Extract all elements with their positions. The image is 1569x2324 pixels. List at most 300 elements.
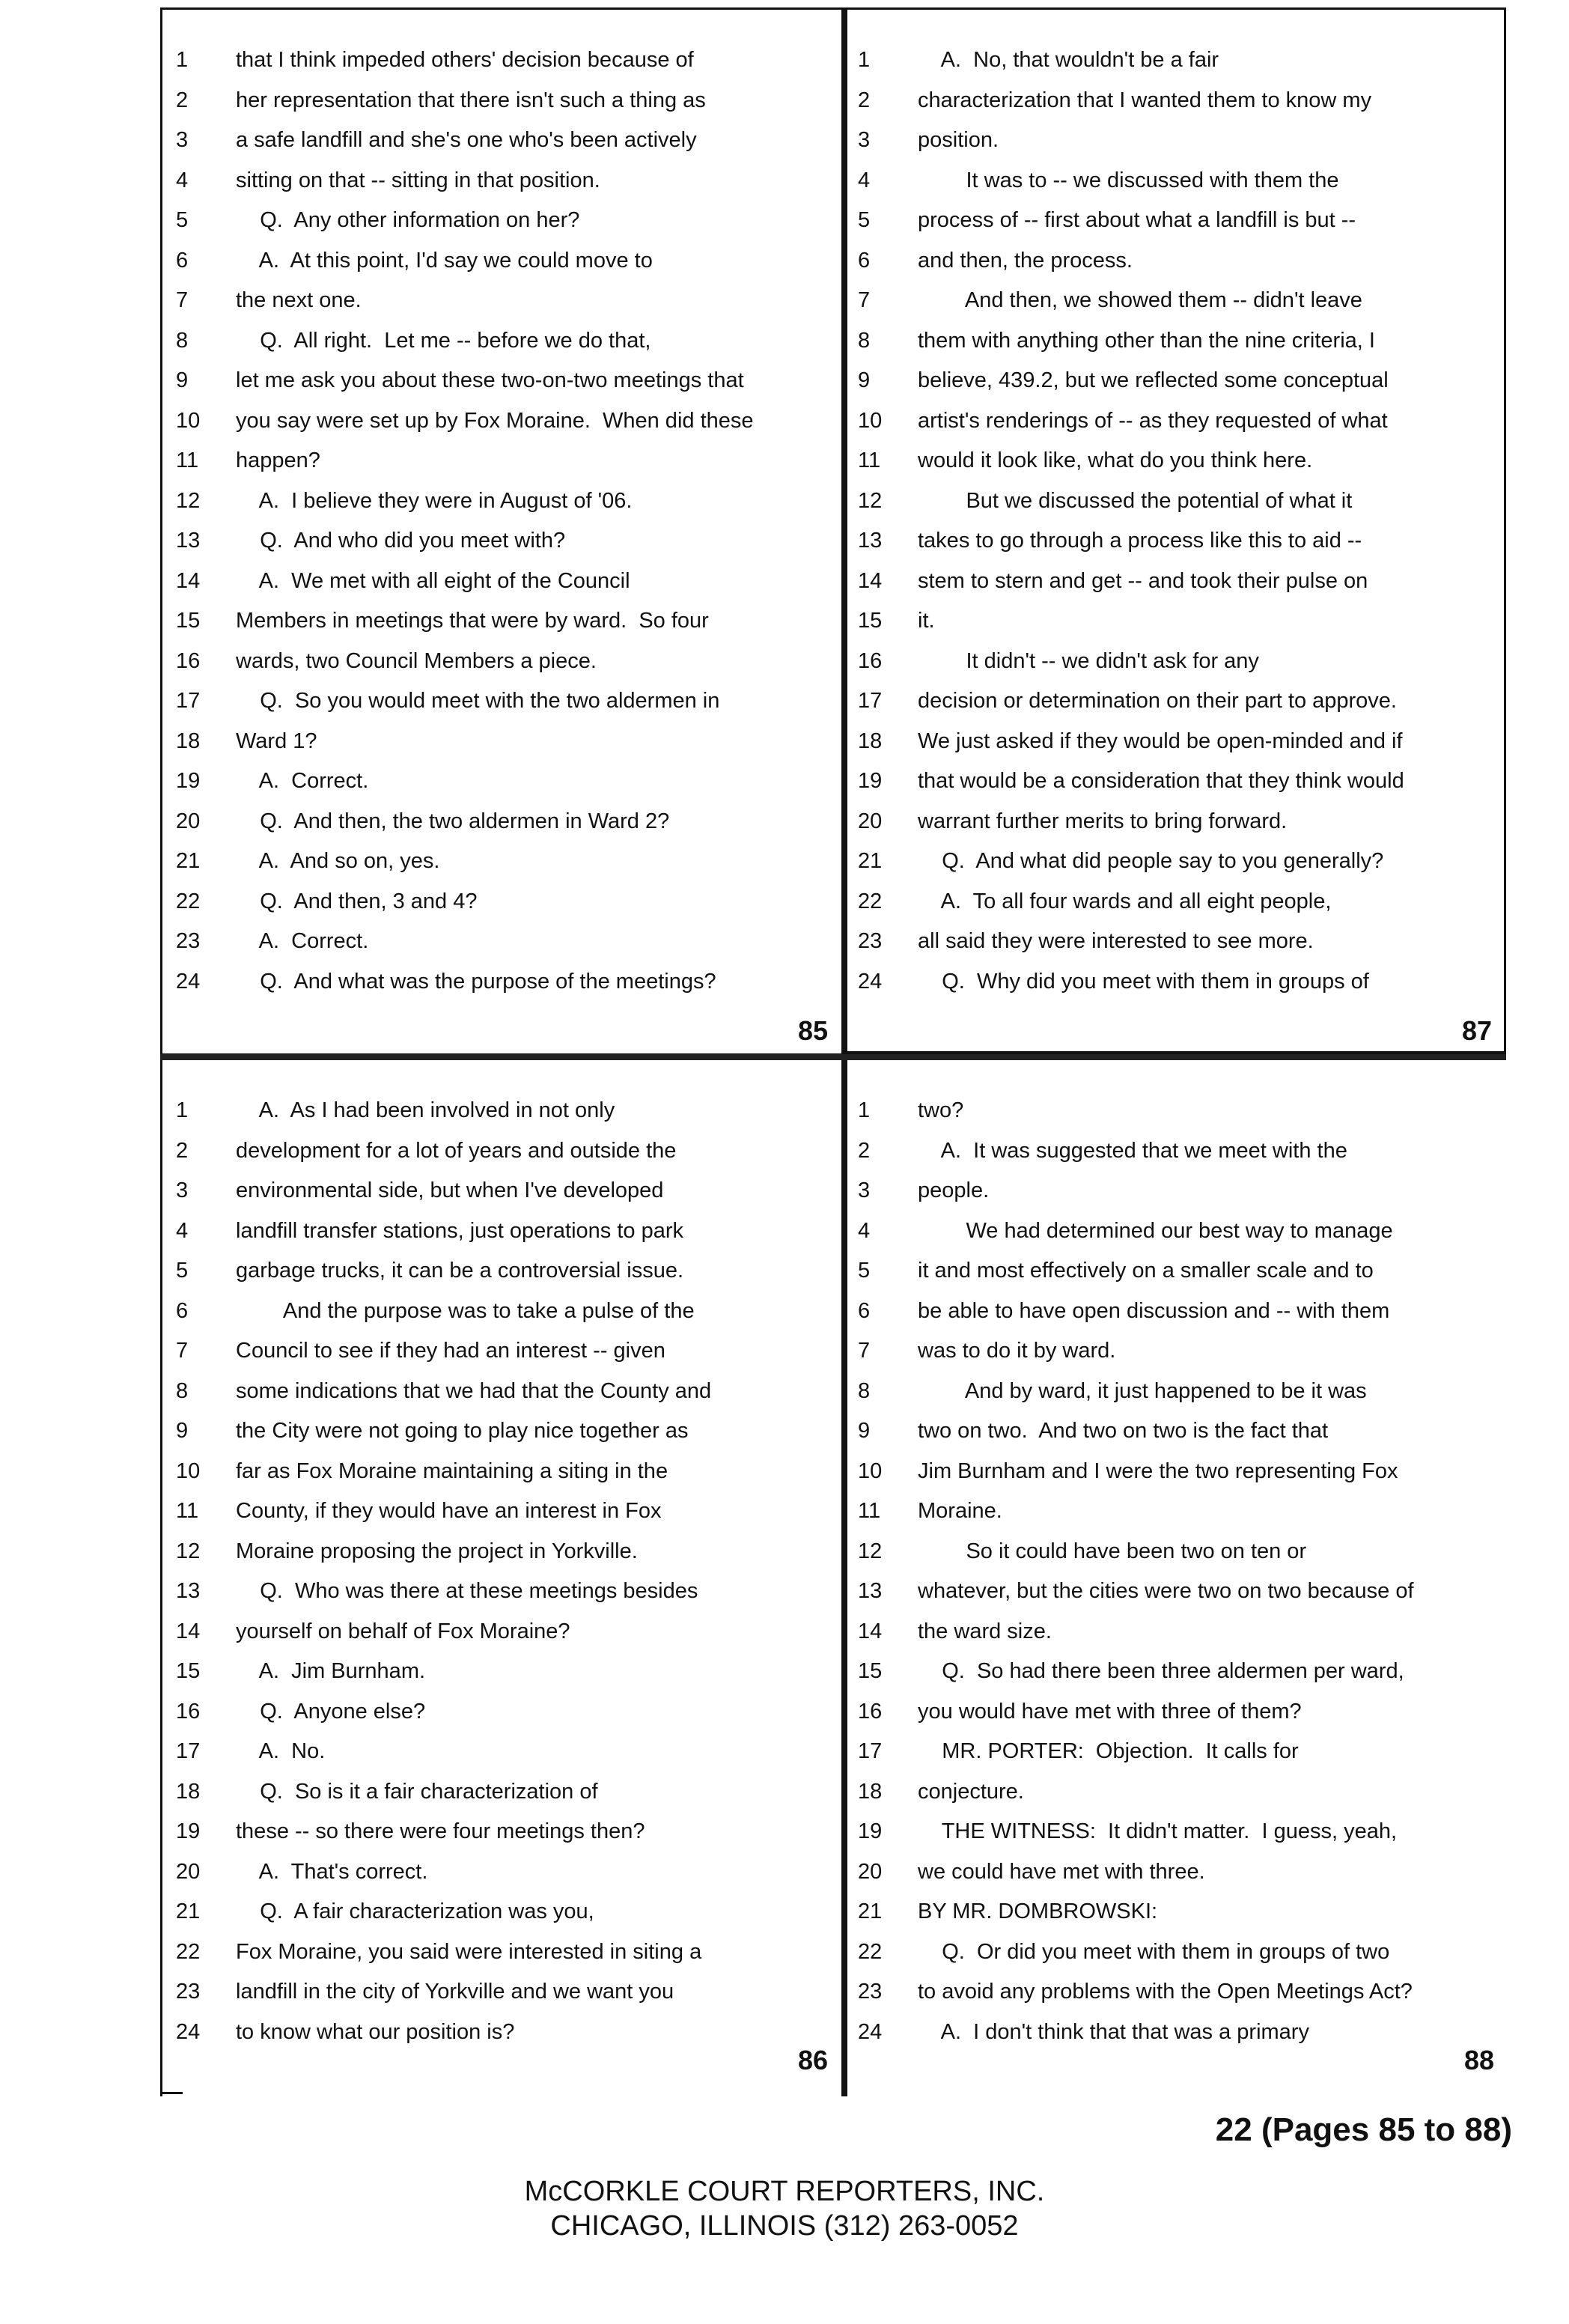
line-number: 12 <box>858 1539 883 1563</box>
line-number: 19 <box>176 769 201 793</box>
transcript-line <box>847 1699 1506 1739</box>
line-number: 12 <box>176 488 201 513</box>
transcript-line <box>847 408 1504 448</box>
line-number: 3 <box>858 128 871 152</box>
line-number: 1 <box>858 48 871 72</box>
transcript-line <box>162 47 841 88</box>
line-text: It was to -- we discussed with them the <box>918 168 1339 192</box>
line-number: 15 <box>858 609 883 633</box>
transcript-line <box>847 168 1504 208</box>
transcript-line <box>162 928 841 969</box>
reporter-footer <box>0 2174 1569 2243</box>
line-text: County, if they would have an interest in Fox <box>236 1499 662 1523</box>
line-number: 4 <box>858 1218 871 1243</box>
line-text: Q. All right. Let me -- before we do that, <box>236 328 651 353</box>
line-number: 17 <box>176 1739 201 1763</box>
transcript-line <box>162 127 841 168</box>
line-text: A. No. <box>236 1739 326 1763</box>
line-text: A. We met with all eight of the Council <box>236 568 630 593</box>
line-text: environmental side, but when I've developed <box>236 1178 664 1202</box>
transcript-line <box>162 768 841 809</box>
line-number: 11 <box>176 448 199 472</box>
transcript-line <box>847 1258 1506 1298</box>
line-text: We just asked if they would be open-minded and if <box>918 728 1403 753</box>
line-text: a safe landfill and she's one who's been actively <box>236 128 697 152</box>
line-text: two? <box>918 1098 964 1122</box>
line-number: 11 <box>858 1499 881 1523</box>
line-number: 9 <box>176 368 189 392</box>
transcript-line <box>847 1138 1506 1178</box>
transcript-line <box>162 1138 841 1178</box>
transcript-line <box>847 248 1504 288</box>
line-number: 3 <box>176 1178 189 1202</box>
line-text: A. Jim Burnham. <box>236 1659 426 1683</box>
line-text: Q. And then, the two aldermen in Ward 2? <box>236 809 670 833</box>
line-number: 19 <box>858 769 883 793</box>
transcript-line <box>847 1378 1506 1419</box>
line-text: that would be a consideration that they think would <box>918 769 1404 793</box>
transcript-line <box>162 1979 841 2019</box>
transcript-line <box>162 848 841 889</box>
line-number: 6 <box>858 1298 871 1323</box>
line-text: it. <box>918 609 935 633</box>
line-text: whatever, but the cities were two on two because of <box>918 1579 1414 1603</box>
line-text: sitting on that -- sitting in that position. <box>236 168 600 192</box>
transcript-page-88 <box>841 1060 1506 2096</box>
line-text: Q. Or did you meet with them in groups of two <box>918 1939 1390 1964</box>
transcript-line <box>847 1779 1506 1819</box>
line-number: 21 <box>858 849 883 873</box>
transcript-line <box>847 889 1504 929</box>
line-number: 8 <box>176 328 189 353</box>
line-number: 20 <box>176 809 201 833</box>
line-text: A. As I had been involved in not only <box>236 1098 615 1122</box>
transcript-line <box>847 648 1504 689</box>
horizontal-divider <box>160 1054 1506 1060</box>
line-text: takes to go through a process like this to aid -- <box>918 529 1362 553</box>
line-text: landfill transfer stations, just operations to park <box>236 1218 684 1243</box>
page-lines <box>162 1098 841 2059</box>
line-text: Ward 1? <box>236 728 317 753</box>
transcript-line <box>162 1178 841 1218</box>
transcript-line <box>162 1539 841 1579</box>
page-number: 88 <box>1463 2045 1494 2075</box>
page-number: 85 <box>797 1015 828 1046</box>
transcript-line <box>162 1298 841 1339</box>
line-text: to avoid any problems with the Open Meetings Act? <box>918 1980 1413 2004</box>
line-text: decision or determination on their part to approve. <box>918 689 1397 713</box>
line-text: happen? <box>236 448 320 472</box>
line-number: 24 <box>858 969 883 994</box>
pages-range-label: 22 (Pages 85 to 88) <box>1215 2111 1512 2148</box>
line-number: 16 <box>858 1699 883 1724</box>
transcript-line <box>162 1819 841 1859</box>
transcript-line <box>847 1739 1506 1779</box>
transcript-line <box>847 1899 1506 1939</box>
line-number: 23 <box>176 929 201 953</box>
transcript-line <box>162 1739 841 1779</box>
transcript-line <box>847 1939 1506 1980</box>
line-text: artist's renderings of -- as they requested of what <box>918 408 1388 433</box>
transcript-line <box>847 608 1504 648</box>
line-text: we could have met with three. <box>918 1859 1205 1884</box>
transcript-line <box>847 288 1504 328</box>
line-text: believe, 439.2, but we reflected some conceptual <box>918 368 1389 392</box>
line-text: that I think impeded others' decision because of <box>236 48 694 72</box>
line-text: was to do it by ward. <box>918 1339 1116 1363</box>
line-number: 16 <box>176 648 201 673</box>
line-number: 5 <box>858 1259 871 1283</box>
line-number: 20 <box>176 1859 201 1884</box>
transcript-line <box>162 1779 841 1819</box>
line-number: 8 <box>858 1378 871 1403</box>
transcript-line <box>162 1619 841 1659</box>
line-text: process of -- first about what a landfill is but -- <box>918 208 1356 232</box>
line-text: And by ward, it just happened to be it was <box>918 1378 1367 1403</box>
line-text: wards, two Council Members a piece. <box>236 648 597 673</box>
line-text: Q. So you would meet with the two aldermen in <box>236 689 720 713</box>
transcript-line <box>162 248 841 288</box>
transcript-line <box>162 1338 841 1378</box>
line-text: A. At this point, I'd say we could move to <box>236 248 653 273</box>
line-number: 17 <box>176 689 201 713</box>
line-number: 9 <box>858 1419 871 1443</box>
line-text: people. <box>918 1178 990 1202</box>
transcript-line <box>162 1218 841 1259</box>
line-number: 24 <box>176 969 201 994</box>
transcript-line <box>847 88 1504 128</box>
transcript-line <box>847 488 1504 529</box>
line-number: 4 <box>176 168 189 192</box>
line-text: Q. A fair characterization was you, <box>236 1899 594 1923</box>
line-number: 23 <box>858 1980 883 2004</box>
transcript-line <box>847 1418 1506 1458</box>
line-text: MR. PORTER: Objection. It calls for <box>918 1739 1299 1763</box>
line-text: the City were not going to play nice together as <box>236 1419 689 1443</box>
corner-mark <box>160 2092 183 2094</box>
line-number: 3 <box>858 1178 871 1202</box>
line-number: 4 <box>858 168 871 192</box>
transcript-line <box>847 1539 1506 1579</box>
line-number: 7 <box>858 288 871 312</box>
line-text: And the purpose was to take a pulse of the <box>236 1298 695 1323</box>
line-text: you would have met with three of them? <box>918 1699 1302 1724</box>
transcript-page-85 <box>160 7 841 1056</box>
line-text: and then, the process. <box>918 248 1133 273</box>
line-text: It didn't -- we didn't ask for any <box>918 648 1259 673</box>
transcript-line <box>162 1899 841 1939</box>
transcript-line <box>847 328 1504 368</box>
line-text: Moraine. <box>918 1499 1002 1523</box>
line-number: 11 <box>858 448 881 472</box>
line-number: 22 <box>176 889 201 913</box>
line-text: A. I believe they were in August of '06. <box>236 488 633 513</box>
page-lines <box>847 47 1504 1009</box>
line-text: A. To all four wards and all eight people, <box>918 889 1332 913</box>
transcript-line <box>162 1658 841 1699</box>
line-text: be able to have open discussion and -- with them <box>918 1298 1390 1323</box>
line-text: you say were set up by Fox Moraine. When did these <box>236 408 754 433</box>
transcript-line <box>847 1859 1506 1899</box>
line-number: 5 <box>858 208 871 232</box>
transcript-line <box>847 1218 1506 1259</box>
transcript-line <box>847 1458 1506 1499</box>
transcript-line <box>162 1098 841 1138</box>
line-text: Moraine proposing the project in Yorkville. <box>236 1539 638 1563</box>
line-number: 4 <box>176 1218 189 1243</box>
line-number: 10 <box>176 408 201 433</box>
transcript-line <box>162 1458 841 1499</box>
line-number: 24 <box>176 2019 201 2044</box>
line-number: 22 <box>858 889 883 913</box>
transcript-line <box>847 448 1504 488</box>
transcript-line <box>162 1258 841 1298</box>
transcript-line <box>162 328 841 368</box>
line-text: these -- so there were four meetings then? <box>236 1819 645 1843</box>
transcript-line <box>847 1498 1506 1539</box>
line-text: Fox Moraine, you said were interested in siting a <box>236 1939 702 1964</box>
line-number: 21 <box>176 849 201 873</box>
line-text: A. And so on, yes. <box>236 849 440 873</box>
line-text: to know what our position is? <box>236 2019 515 2044</box>
transcript-line <box>162 368 841 408</box>
transcript-line <box>847 528 1504 568</box>
transcript-line <box>162 2019 841 2060</box>
line-text: So it could have been two on ten or <box>918 1539 1307 1563</box>
transcript-line <box>162 88 841 128</box>
transcript-line <box>162 728 841 769</box>
line-number: 2 <box>176 88 189 112</box>
transcript-line <box>162 408 841 448</box>
transcript-line <box>847 1979 1506 2019</box>
line-number: 15 <box>858 1659 883 1683</box>
line-text: A. Correct. <box>236 929 369 953</box>
line-text: them with anything other than the nine criteria, I <box>918 328 1375 353</box>
line-number: 23 <box>858 929 883 953</box>
line-text: Q. And what did people say to you generally? <box>918 849 1384 873</box>
line-number: 23 <box>176 1980 201 2004</box>
transcript-line <box>162 488 841 529</box>
line-number: 19 <box>858 1819 883 1843</box>
line-number: 8 <box>858 328 871 353</box>
line-text: all said they were interested to see more. <box>918 929 1314 953</box>
transcript-page-87 <box>841 7 1506 1056</box>
transcript-line <box>162 168 841 208</box>
line-text: Council to see if they had an interest -- given <box>236 1339 665 1363</box>
line-text: conjecture. <box>918 1779 1024 1804</box>
line-text: Q. Anyone else? <box>236 1699 426 1724</box>
transcript-line <box>847 2019 1506 2060</box>
line-text: Q. Any other information on her? <box>236 208 580 232</box>
transcript-line <box>162 568 841 609</box>
line-number: 2 <box>858 88 871 112</box>
line-text: it and most effectively on a smaller scale and to <box>918 1259 1374 1283</box>
line-number: 17 <box>858 689 883 713</box>
line-number: 7 <box>858 1339 871 1363</box>
line-number: 2 <box>176 1138 189 1163</box>
line-text: Q. And then, 3 and 4? <box>236 889 478 913</box>
page-number: 87 <box>1461 1015 1492 1046</box>
line-text: the ward size. <box>918 1619 1052 1643</box>
transcript-line <box>847 1658 1506 1699</box>
footer-company: McCORKLE COURT REPORTERS, INC. <box>524 2176 1045 2207</box>
line-text: would it look like, what do you think here. <box>918 448 1313 472</box>
line-text: the next one. <box>236 288 362 312</box>
line-number: 22 <box>858 1939 883 1964</box>
page-lines <box>847 1098 1506 2059</box>
line-number: 5 <box>176 1259 189 1283</box>
line-text: characterization that I wanted them to know my <box>918 88 1372 112</box>
transcript-line <box>847 1338 1506 1378</box>
transcript-line <box>847 809 1504 849</box>
transcript-line <box>847 1098 1506 1138</box>
line-number: 10 <box>858 1458 883 1483</box>
transcript-page-86 <box>160 1060 841 2096</box>
transcript-line <box>162 1498 841 1539</box>
line-number: 18 <box>176 728 201 753</box>
transcript-line <box>162 207 841 248</box>
line-text: landfill in the city of Yorkville and we want you <box>236 1980 674 2004</box>
line-number: 10 <box>176 1458 201 1483</box>
line-text: two on two. And two on two is the fact that <box>918 1419 1329 1443</box>
transcript-line <box>162 528 841 568</box>
line-number: 7 <box>176 288 189 312</box>
line-number: 3 <box>176 128 189 152</box>
transcript-line <box>847 1578 1506 1619</box>
line-number: 16 <box>858 648 883 673</box>
line-text: A. It was suggested that we meet with the <box>918 1138 1347 1163</box>
transcript-line <box>847 1619 1506 1659</box>
line-text: And then, we showed them -- didn't leave <box>918 288 1362 312</box>
transcript-line <box>162 608 841 648</box>
line-text: development for a lot of years and outside the <box>236 1138 677 1163</box>
transcript-line <box>847 688 1504 728</box>
line-text: let me ask you about these two-on-two meetings that <box>236 368 744 392</box>
line-text: A. No, that wouldn't be a fair <box>918 48 1219 72</box>
line-text: Q. And who did you meet with? <box>236 529 566 553</box>
line-text: her representation that there isn't such a thing as <box>236 88 706 112</box>
line-number: 1 <box>176 1098 189 1122</box>
line-number: 8 <box>176 1378 189 1403</box>
transcript-line <box>847 368 1504 408</box>
transcript-line <box>847 1819 1506 1859</box>
line-text: BY MR. DOMBROWSKI: <box>918 1899 1158 1923</box>
line-number: 9 <box>858 368 871 392</box>
line-text: warrant further merits to bring forward. <box>918 809 1288 833</box>
line-number: 10 <box>858 408 883 433</box>
line-text: some indications that we had that the County and <box>236 1378 712 1403</box>
line-text: stem to stern and get -- and took their pulse on <box>918 568 1368 593</box>
line-number: 14 <box>858 568 883 593</box>
transcript-line <box>847 207 1504 248</box>
line-number: 15 <box>176 609 201 633</box>
line-text: position. <box>918 128 999 152</box>
page-lines <box>162 47 841 1009</box>
line-number: 9 <box>176 1419 189 1443</box>
transcript-line <box>847 728 1504 769</box>
line-number: 12 <box>858 488 883 513</box>
transcript-line <box>847 47 1504 88</box>
line-number: 15 <box>176 1659 201 1683</box>
line-text: A. I don't think that that was a primary <box>918 2019 1309 2044</box>
line-number: 20 <box>858 809 883 833</box>
line-text: Jim Burnham and I were the two representing Fox <box>918 1458 1398 1483</box>
line-text: THE WITNESS: It didn't matter. I guess, yeah, <box>918 1819 1398 1843</box>
transcript-line <box>162 809 841 849</box>
transcript-line <box>162 1578 841 1619</box>
line-number: 18 <box>858 1779 883 1804</box>
transcript-line <box>847 1298 1506 1339</box>
line-number: 22 <box>176 1939 201 1964</box>
line-number: 13 <box>176 1579 201 1603</box>
transcript-line <box>162 969 841 1009</box>
line-number: 11 <box>176 1499 199 1523</box>
line-number: 5 <box>176 208 189 232</box>
transcript-line <box>162 1418 841 1458</box>
line-number: 20 <box>858 1859 883 1884</box>
transcript-line <box>162 688 841 728</box>
line-text: Q. Who was there at these meetings besides <box>236 1579 698 1603</box>
line-number: 14 <box>176 1619 201 1643</box>
transcript-line <box>162 1939 841 1980</box>
transcript-line <box>847 1178 1506 1218</box>
line-text: Members in meetings that were by ward. So four <box>236 609 709 633</box>
transcript-line <box>847 928 1504 969</box>
line-number: 7 <box>176 1339 189 1363</box>
line-number: 13 <box>176 529 201 553</box>
page-number: 86 <box>797 2045 828 2075</box>
line-number: 6 <box>858 248 871 273</box>
footer-location-phone: CHICAGO, ILLINOIS (312) 263-0052 <box>550 2210 1019 2242</box>
line-text: garbage trucks, it can be a controversial issue. <box>236 1259 684 1283</box>
transcript-line <box>847 848 1504 889</box>
line-number: 2 <box>858 1138 871 1163</box>
line-number: 21 <box>176 1899 201 1923</box>
line-number: 12 <box>176 1539 201 1563</box>
line-number: 14 <box>176 568 201 593</box>
line-number: 17 <box>858 1739 883 1763</box>
transcript-line <box>847 768 1504 809</box>
line-text: A. Correct. <box>236 769 369 793</box>
line-text: A. That's correct. <box>236 1859 428 1884</box>
transcript-line <box>162 1378 841 1419</box>
line-text: Q. So is it a fair characterization of <box>236 1779 598 1804</box>
line-text: Q. And what was the purpose of the meetings? <box>236 969 716 994</box>
transcript-line <box>847 568 1504 609</box>
transcript-line <box>847 127 1504 168</box>
line-number: 1 <box>176 48 189 72</box>
line-number: 19 <box>176 1819 201 1843</box>
line-number: 13 <box>858 1579 883 1603</box>
transcript-line <box>162 648 841 689</box>
line-number: 6 <box>176 1298 189 1323</box>
line-number: 18 <box>858 728 883 753</box>
line-number: 6 <box>176 248 189 273</box>
line-number: 14 <box>858 1619 883 1643</box>
transcript-line <box>162 1859 841 1899</box>
line-number: 13 <box>858 529 883 553</box>
line-text: But we discussed the potential of what it <box>918 488 1353 513</box>
line-text: far as Fox Moraine maintaining a siting in the <box>236 1458 668 1483</box>
line-number: 1 <box>858 1098 871 1122</box>
transcript-line <box>162 1699 841 1739</box>
transcript-line <box>847 969 1504 1009</box>
line-number: 24 <box>858 2019 883 2044</box>
line-text: We had determined our best way to manage <box>918 1218 1393 1243</box>
line-number: 21 <box>858 1899 883 1923</box>
transcript-line <box>162 448 841 488</box>
line-number: 16 <box>176 1699 201 1724</box>
